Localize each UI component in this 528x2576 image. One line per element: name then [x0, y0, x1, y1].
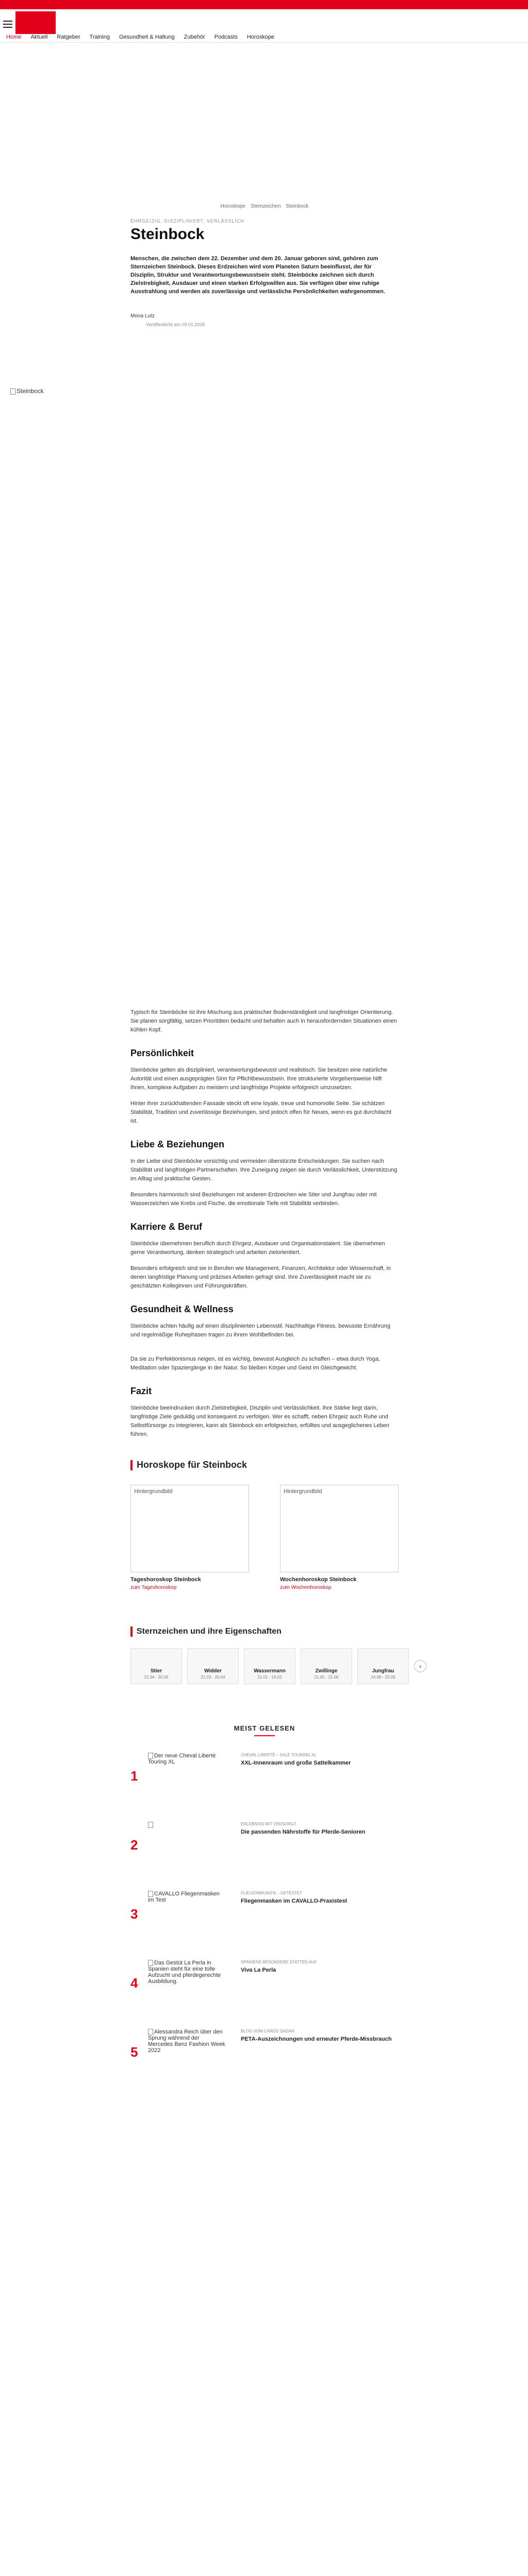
nav-item-ratgeber[interactable]: Ratgeber [57, 34, 80, 40]
hamburger-menu-icon[interactable] [3, 21, 12, 28]
sign-name: Widder [204, 1668, 222, 1674]
paragraph: Besonders erfolgreich sind sie in Berufen wie Management, Finanzen, Architektur oder Wissenschaft, in denen langfristige Planung und präzises Arbeiten gefragt sind. Ihre Zuverlässigkeit macht sie zu geschätzten Kolleginnen und Führungskräften. [130, 1265, 391, 1289]
horoscope-name: Wochenhoroskop Steinbock [280, 1577, 357, 1583]
nav-item-zubehoer[interactable]: Zubehör [184, 34, 205, 40]
horoscope-card-daily[interactable] [130, 1485, 249, 1590]
sign-name: Stier [150, 1668, 162, 1674]
section-heading: Karriere & Beruf [130, 1222, 203, 1232]
paragraph: Hinter ihrer zurückhaltenden Fassade steckt oft eine loyale, treue und humorvolle Seite. Sie schätzen Stabilität, Tradition und zuverlässige Beziehungen, sind jedoch offen für Neues, wenn es gut durchdacht ist. [130, 1100, 392, 1124]
rank-number: 5 [130, 2044, 138, 2060]
article-kicker: ERLEBNISS MIT VERSORGT [241, 1822, 296, 1826]
rank-number: 3 [130, 1906, 138, 1922]
article [130, 204, 522, 2075]
paragraph: Steinböcke übernehmen beruflich durch Ehrgeiz, Ausdauer und Organisationstalent. Sie übernehmen gerne Verantwortung, denken strategisch und arbeiten zielorientiert. [130, 1241, 385, 1256]
nav-divider [0, 42, 528, 43]
thumbnail-alt: Das Gestüt La Perla in Spanien steht für eine tolle Aufzucht und pferdegerechte Ausbildung. [148, 1960, 221, 1985]
thumbnail-alt: CAVALLO Fliegenmasken im Test [148, 1891, 220, 1904]
sign-dates: 21.04 - 20.05 [144, 1675, 169, 1680]
broken-image-icon [148, 1960, 153, 1966]
sign-dates: 21.01 - 19.02 [257, 1675, 282, 1680]
signs-carousel [130, 1648, 522, 1684]
hero-image-alt: Steinbock [16, 387, 44, 395]
sign-name: Zwillinge [315, 1668, 338, 1674]
section-heading: Fazit [130, 1386, 152, 1396]
hero-image [10, 387, 44, 395]
paragraph: Besonders harmonisch sind Beziehungen mit anderen Erdzeichen wie Stier und Jungfrau oder mit Wasserzeichen wie Krebs und Fische, die emotionale Tiefe mit Stabilität verbinden. [130, 1192, 377, 1207]
horoscope-cards [130, 1485, 522, 1590]
most-read-item[interactable] [130, 1891, 399, 1937]
article-headline[interactable]: PETA-Auszeichnungen und erneuter Pferde-Missbrauch [241, 2036, 392, 2042]
carousel-next-icon[interactable]: › [414, 1660, 426, 1672]
section-heading: Persönlichkeit [130, 1048, 194, 1058]
sign-card[interactable] [130, 1648, 182, 1684]
paragraph: Steinböcke gelten als diszipliniert, verantwortungsbewusst und realistisch. Sie besitzen eine natürliche Autorität und einen ausgeprägten Sinn für Pflichtbewusstsein. Ihre strukturierte Vorgehensweise hilft ihnen, komplexe Aufgaben zu meistern und langfristige Projekte erfolgreich umzusetzen. [130, 1067, 387, 1091]
rank-number: 1 [130, 1768, 138, 1784]
horoscope-card-weekly[interactable] [280, 1485, 399, 1590]
article-thumbnail [148, 2029, 225, 2062]
sign-card[interactable] [357, 1648, 409, 1684]
sign-card[interactable] [244, 1648, 295, 1684]
breadcrumb-item[interactable]: Sternzeichen [251, 204, 281, 209]
nav-item-training[interactable]: Training [89, 34, 110, 40]
article-kicker: SPANIENS BESONDERE STATTEN AUF [241, 1960, 317, 1964]
article-headline[interactable]: Viva La Perla [241, 1967, 276, 1973]
section-heading: Gesundheit & Wellness [130, 1304, 234, 1314]
paragraph: Steinböcke achten häufig auf einen disziplinierten Lebensstil. Nachhaltige Fitness, bewusste Ernährung und regelmäßige Ruhephasen tragen zu ihrem Wohlbefinden bei. [130, 1323, 390, 1338]
main-navigation [0, 34, 274, 42]
accent-bar [130, 1626, 133, 1637]
page-title: Steinbock [130, 226, 205, 243]
signs-title-text: Sternzeichen und ihre Eigenschaften [137, 1627, 282, 1636]
most-read-list [130, 1753, 399, 2075]
broken-image-icon [148, 1822, 153, 1828]
most-read-item[interactable] [130, 1822, 399, 1868]
sign-dates: 24.08 - 23.09 [371, 1675, 395, 1680]
article-eyebrow: EHRGEIZIG, DISZIPLINIERT, VERLÄSSLICH [130, 218, 244, 224]
nav-item-horoskope[interactable]: Horoskope [246, 34, 275, 40]
horoscope-image: Hintergrundbild [280, 1485, 399, 1572]
sign-card[interactable] [301, 1648, 352, 1684]
horoscope-link[interactable]: zum Tageshoroskop [130, 1585, 177, 1590]
most-read-item[interactable] [130, 1960, 399, 2006]
rank-number: 4 [130, 1975, 138, 1991]
sign-card[interactable] [187, 1648, 239, 1684]
most-read-item[interactable] [130, 1753, 399, 1799]
sign-name: Wassermann [254, 1668, 286, 1674]
cavallo-logo[interactable] [15, 11, 56, 34]
article-headline[interactable]: Fliegenmasken im CAVALLO-Praxistest [241, 1898, 348, 1904]
paragraph: Typisch für Steinböcke ist ihre Mischung aus praktischer Bodenständigkeit und langfristiger Orientierung. Sie planen sorgfältig, setzen Prioritäten bedacht und behalten auch in herausfordernden Situationen einen kühlen Kopf. [130, 1009, 397, 1033]
article-kicker: CHEVAL LIBERTÉ – SALE TOURING XL [241, 1753, 317, 1757]
horoscope-section-title [130, 1460, 522, 1470]
horoscope-name: Tageshoroskop Steinbock [130, 1577, 201, 1583]
sign-dates: 21.03 - 20.04 [201, 1675, 225, 1680]
article-body [130, 1008, 522, 1439]
site-header [0, 9, 528, 42]
broken-image-icon [10, 388, 15, 395]
author-name[interactable]: Mona Lutz [130, 313, 155, 319]
accent-bar [130, 1460, 133, 1470]
article-headline[interactable]: Die passenden Nährstoffe für Pferde-Senioren [241, 1829, 366, 1835]
thumbnail-alt: Der neue Cheval Liberté Touring XL [148, 1753, 216, 1766]
thumbnail-alt: Alessandra Reich über den Sprung während der Mercedes Benz Fashion Week 2022 [148, 2029, 225, 2054]
breadcrumb [130, 204, 399, 209]
article-thumbnail [148, 1822, 225, 1855]
horoscope-image: Hintergrundbild [130, 1485, 249, 1572]
most-read-item[interactable] [130, 2029, 399, 2075]
publish-date: Veröffentlicht am 09.01.2025 [146, 322, 205, 327]
breadcrumb-item[interactable]: Horoskope [220, 204, 246, 209]
article-kicker: FLIEGENMASKEN – GETESTET [241, 1891, 303, 1895]
nav-item-home[interactable]: Home [6, 34, 22, 40]
article-thumbnail [148, 1960, 225, 1993]
horoscope-title-text: Horoskope für Steinbock [137, 1460, 248, 1470]
breadcrumb-item: Steinbock [286, 204, 309, 209]
top-red-bar [0, 0, 528, 9]
nav-item-aktuell[interactable]: Aktuell [30, 34, 48, 40]
broken-image-icon [148, 1891, 153, 1897]
signs-section-title [130, 1626, 522, 1637]
article-headline[interactable]: XXL-Innenraum und große Sattelkammer [241, 1760, 351, 1766]
broken-image-icon [148, 2029, 153, 2035]
article-kicker: BLOG VOM CAROS SAGAN [241, 2029, 294, 2033]
sign-dates: 21.05 - 21.06 [314, 1675, 339, 1680]
article-thumbnail [148, 1891, 225, 1924]
paragraph: In der Liebe sind Steinböcke vorsichtig und vermeiden überstürzte Entscheidungen. Sie suchen nach Stabilität und langfristigen Partnerschaften. Ihre Zuneigung zeigen sie durch Verlässlichkeit, Unterstützung im Alltag und praktische Gesten. [130, 1158, 398, 1182]
rank-number: 2 [130, 1837, 138, 1853]
most-read-underline [254, 1735, 275, 1736]
nav-item-podcasts[interactable]: Podcasts [214, 34, 238, 40]
sign-name: Jungfrau [372, 1668, 394, 1674]
article-thumbnail [148, 1753, 225, 1786]
nav-item-gesundheit[interactable]: Gesundheit & Haltung [119, 34, 175, 40]
paragraph: Da sie zu Perfektionismus neigen, ist es wichtig, bewusst Ausgleich zu schaffen – etwa durch Yoga, Meditation oder Spaziergänge in der Natur. So bleiben Körper und Geist im Gleichgewicht. [130, 1356, 381, 1371]
broken-image-icon [148, 1753, 153, 1759]
horoscope-link[interactable]: zum Wochenhoroskop [280, 1585, 332, 1590]
section-heading: Liebe & Beziehungen [130, 1139, 225, 1149]
paragraph: Steinböcke beeindrucken durch Zielstrebigkeit, Disziplin und Verlässlichkeit. Ihre Stärke liegt darin, langfristige Ziele geduldig und konsequent zu verfolgen. Wer es schafft, neben Ehrgeiz auch Ruhe und Selbstfürsorge zu integrieren, kann als Steinbock ein erfolgreiches, erfülltes und ausgeglichenes Leben führen. [130, 1405, 390, 1437]
article-lead: Menschen, die zwischen dem 22. Dezember und dem 20. Januar geboren sind, gehören zum Sternzeichen Steinbock. Dieses Erdzeichen wird vom Planeten Saturn beeinflusst, der für Disziplin, Struktur und Verantwortungsbewusstsein steht. Steinböcke zeichnen sich durch Zielstrebigkeit, Ausdauer und einen starken Erfolgswillen aus. Sie verfügen über eine ruhige Ausstrahlung und werden als zuverlässige und verlässliche Persönlichkeiten wahrgenommen. [130, 256, 385, 295]
most-read-title: MEIST GELESEN [234, 1724, 295, 1732]
